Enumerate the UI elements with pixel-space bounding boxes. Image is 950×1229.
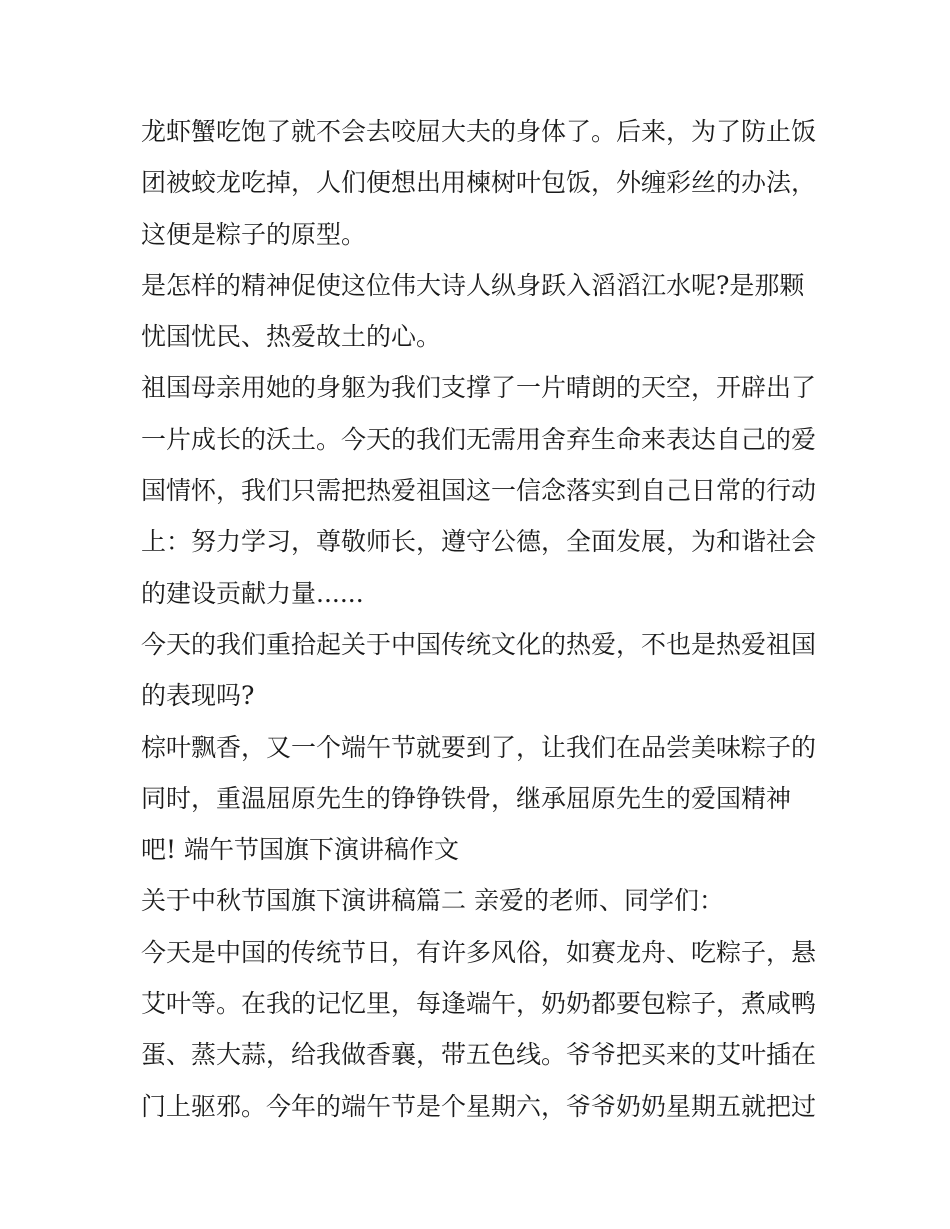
text-line: 蛋、蒸大蒜，给我做香襄，带五色线。爷爷把买来的艾叶插在 — [141, 1040, 817, 1070]
text-line: 是怎样的精神促使这位伟大诗人纵身跃入滔滔江水呢?是那颗 — [141, 270, 805, 300]
text-line: 忧国忧民、热爱故土的心。 — [141, 322, 442, 352]
text-line: 艾叶等。在我的记忆里，每逢端午，奶奶都要包粽子，煮咸鸭 — [141, 989, 817, 1019]
text-line: 棕叶飘香，又一个端午节就要到了，让我们在品尝美味粽子的 — [141, 732, 817, 762]
text-line: 的建设贡献力量...... — [141, 578, 364, 608]
text-line: 关于中秋节国旗下演讲稿篇二 亲爱的老师、同学们： — [141, 886, 724, 916]
text-line: 一片成长的沃土。今天的我们无需用舍弃生命来表达自己的爱 — [141, 424, 817, 454]
body-text — [141, 106, 817, 1132]
text-line: 国情怀，我们只需把热爱祖国这一信念落实到自己日常的行动 — [141, 476, 817, 506]
text-line: 团被蛟龙吃掉，人们便想出用楝树叶包饭，外缠彩丝的办法， — [141, 168, 817, 198]
text-line: 吧! 端午节国旗下演讲稿作文 — [141, 835, 459, 865]
text-line: 这便是粽子的原型。 — [141, 219, 367, 249]
text-line: 的表现吗? — [141, 681, 255, 711]
text-line: 上：努力学习，尊敬师长，遵守公德，全面发展，为和谐社会 — [141, 527, 817, 557]
text-line: 龙虾蟹吃饱了就不会去咬屈大夫的身体了。后来，为了防止饭 — [141, 117, 817, 146]
text-line: 同时，重温屈原先生的铮铮铁骨，继承屈原先生的爱国精神 — [141, 783, 792, 813]
text-line: 门上驱邪。今年的端午节是个星期六，爷爷奶奶星期五就把过 — [141, 1091, 817, 1121]
text-line: 祖国母亲用她的身躯为我们支撑了一片晴朗的天空，开辟出了 — [141, 373, 817, 403]
text-line: 今天的我们重拾起关于中国传统文化的热爱，不也是热爱祖国 — [141, 629, 817, 659]
text-line: 今天是中国的传统节日，有许多风俗，如赛龙舟、吃粽子，悬 — [141, 937, 817, 967]
